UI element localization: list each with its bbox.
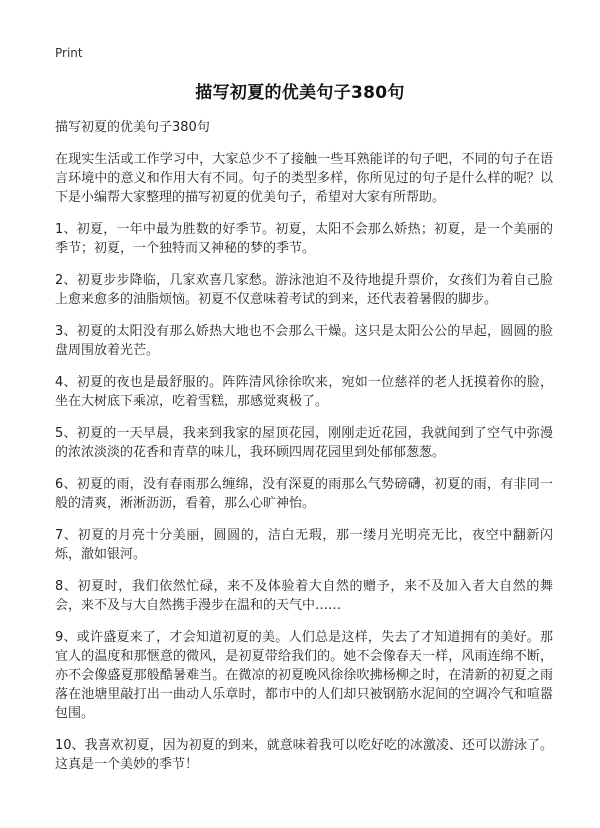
sentence-paragraph-4: 4、初夏的夜也是最舒服的。阵阵清风徐徐吹来，宛如一位慈祥的老人抚摸着你的脸，坐在大树底下乘凉，吃着雪糕，那感觉爽极了。: [55, 375, 553, 409]
sentence-paragraph-8: 8、初夏时，我们依然忙碌，来不及体验着大自然的赠予，来不及加入者大自然的舞会，来不及与大自然携手漫步在温和的天气中……: [55, 579, 553, 613]
sentence-paragraph-5: 5、初夏的一天早晨，我来到我家的屋顶花园，刚刚走近花园，我就闻到了空气中弥漫的浓浓淡淡的花香和青草的味儿，我环顾四周花园里到处郁郁葱葱。: [55, 426, 553, 460]
sentence-paragraph-10: 10、我喜欢初夏，因为初夏的到来，就意味着我可以吃好吃的冰激凌、还可以游泳了。这真是一个美妙的季节！: [55, 738, 553, 772]
sentence-paragraph-1: 1、初夏，一年中最为胜数的好季节。初夏，太阳不会那么娇热；初夏，是一个美丽的季节；初夏，一个独特而又神秘的梦的季节。: [55, 222, 553, 256]
document-body: [55, 119, 553, 787]
sentence-paragraph-6: 6、初夏的雨，没有春雨那么缠绵，没有深夏的雨那么气势磅礴，初夏的雨，有非同一般的清爽，淅淅沥沥，看着，那么心旷神怡。: [55, 477, 553, 511]
page-title: 描写初夏的优美句子380句: [195, 83, 405, 103]
print-link[interactable]: Print: [55, 46, 83, 60]
sentence-paragraph-7: 7、初夏的月亮十分美丽，圆圆的，洁白无瑕，那一缕月光明亮无比，夜空中翻新闪烁，澈如银河。: [55, 528, 553, 562]
sentence-paragraph-3: 3、初夏的太阳没有那么娇热大地也不会那么干燥。这只是太阳公公的早起，圆圆的脸盘周围放着光芒。: [55, 324, 553, 358]
document-subtitle: 描写初夏的优美句子380句: [55, 120, 210, 135]
sentence-paragraph-2: 2、初夏步步降临，几家欢喜几家愁。游泳池迫不及待地提升票价，女孩们为着自己脸上愈来愈多的油脂烦恼。初夏不仅意味着考试的到来，还代表着暑假的脚步。: [55, 273, 553, 307]
intro-paragraph: 在现实生活或工作学习中，大家总少不了接触一些耳熟能详的句子吧，不同的句子在语言环境中的意义和作用大有不同。句子的类型多样，你所见过的句子是什么样的呢？以下是小编帮大家整理的描写初夏的优美句子，希望对大家有所帮助。: [55, 152, 553, 205]
sentence-paragraph-9: 9、或许盛夏来了，才会知道初夏的美。人们总是这样，失去了才知道拥有的美好。那宜人的温度和那惬意的微风，是初夏带给我们的。她不会像春天一样，风雨连绵不断，亦不会像盛夏那般酷暑难当。在微凉的初夏晚风徐徐吹拂杨柳之时，在清新的初夏之雨落在池塘里敲打出一曲动人乐章时，都市中的人们却只被钢筋水泥间的空调冷气和喧嚣包围。: [55, 630, 553, 721]
